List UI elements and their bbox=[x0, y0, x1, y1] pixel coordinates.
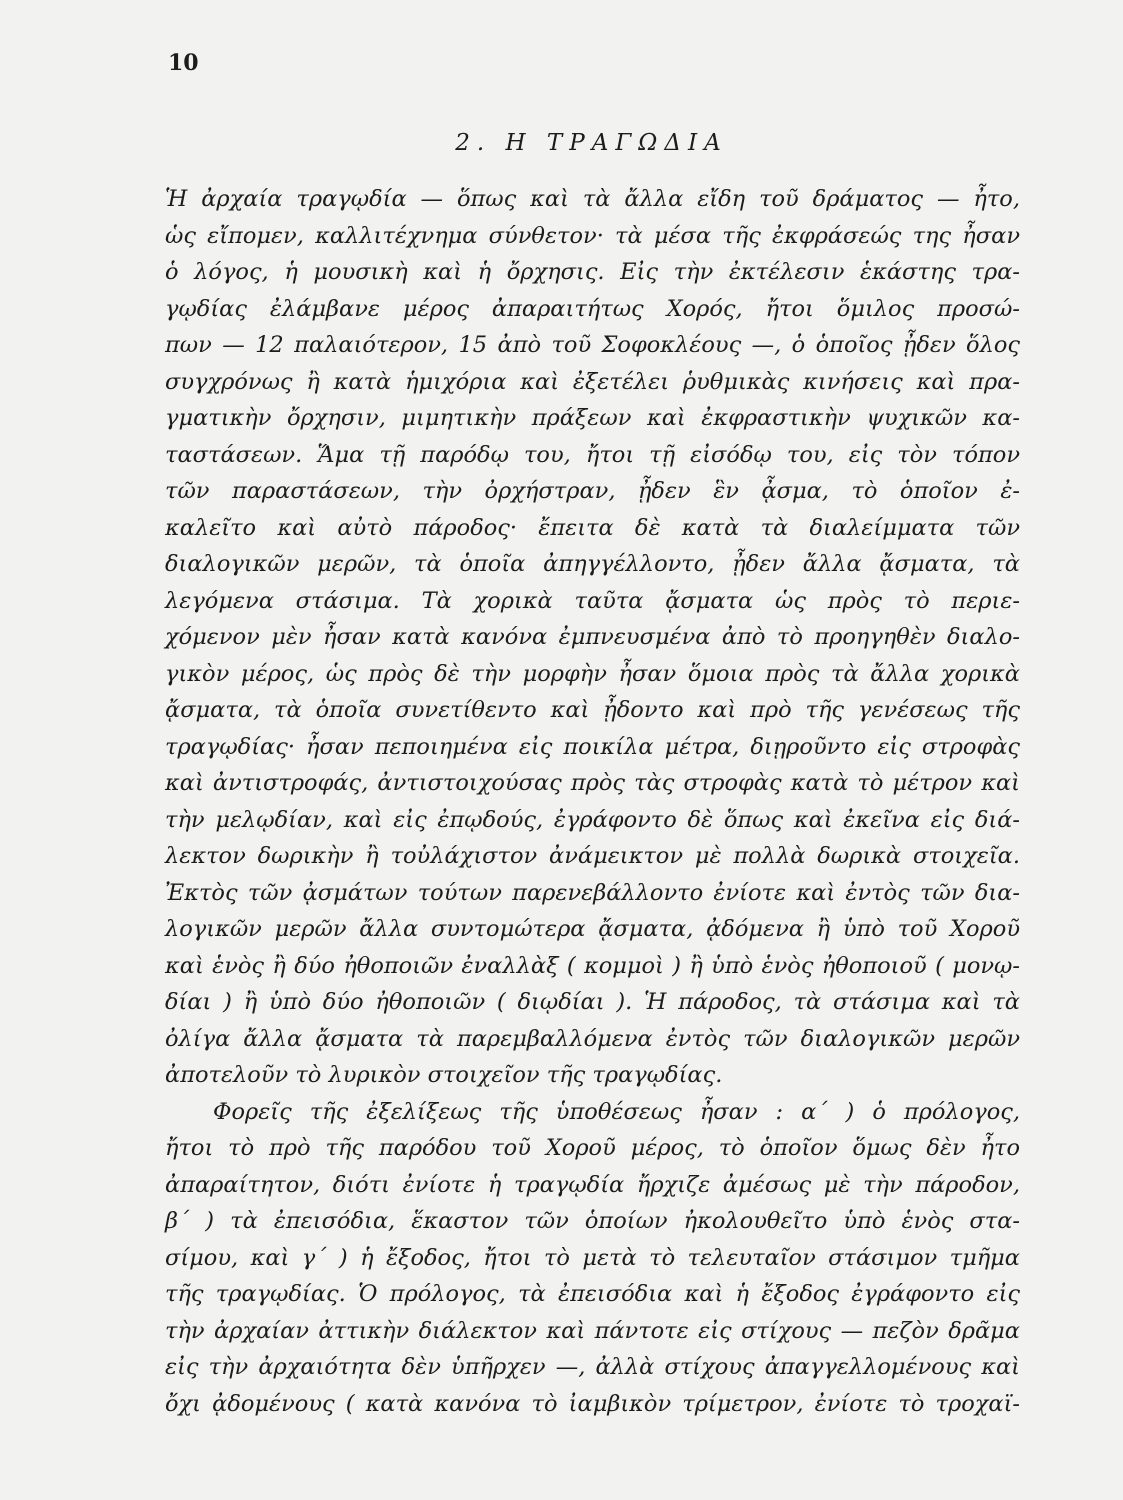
text-line: λεκτον δωρικὴν ἢ τοὐλάχιστον ἀνάμεικτον μὲ πολλὰ δωρικὰ στοιχεῖα. bbox=[165, 843, 1020, 869]
page-number: 10 bbox=[168, 50, 199, 76]
text-line: ὁ λόγος, ἡ μουσικὴ καὶ ἡ ὄρχησις. Εἰς τὴν ἐκτέλεσιν ἑκάστης τρα- bbox=[165, 259, 1020, 285]
text-line: ὀλίγα ἄλλα ᾄσματα τὰ παρεμβαλλόμενα ἐντὸς τῶν διαλογικῶν μερῶν bbox=[165, 1025, 1020, 1052]
text-line: τὴν μελῳδίαν, καὶ εἰς ἐπῳδούς, ἐγράφοντο δὲ ὅπως καὶ ἐκεῖνα εἰς διά- bbox=[165, 806, 1020, 833]
text-line: Ἡ ἀρχαία τραγῳδία — ὅπως καὶ τὰ ἄλλα εἴδη τοῦ δράματος — ἦτο, bbox=[165, 186, 1020, 212]
text-line: συγχρόνως ἢ κατὰ ἡμιχόρια καὶ ἐξετέλει ῥυθμικὰς κινήσεις καὶ πρα- bbox=[165, 368, 1020, 395]
text-line: τῆς τραγῳδίας. Ὁ πρόλογος, τὰ ἐπεισόδια καὶ ἡ ἔξοδος ἐγράφοντο εἰς bbox=[165, 1281, 1020, 1307]
text-line: β΄ ) τὰ ἐπεισόδια, ἕκαστον τῶν ὁποίων ἠκολουθεῖτο ὑπὸ ἑνὸς στα- bbox=[165, 1208, 1020, 1234]
text-line: διαλογικῶν μερῶν, τὰ ὁποῖα ἀπηγγέλλοντο, ᾖδεν ἄλλα ᾄσματα, τὰ bbox=[165, 551, 1020, 577]
text-line: γματικὴν ὄρχησιν, μιμητικὴν πράξεων καὶ ἐκφραστικὴν ψυχικῶν κα- bbox=[165, 405, 1020, 431]
text-line: σίμου, καὶ γ΄ ) ἡ ἔξοδος, ἤτοι τὸ μετὰ τὸ τελευταῖον στάσιμον τμῆμα bbox=[165, 1244, 1020, 1271]
text-line: εἰς τὴν ἀρχαιότητα δὲν ὑπῆρχεν —, ἀλλὰ στίχους ἀπαγγελλομένους καὶ bbox=[165, 1354, 1020, 1380]
text-line: ἀποτελοῦν τὸ λυρικὸν στοιχεῖον τῆς τραγῳδίας. bbox=[165, 1062, 723, 1088]
text-line: ταστάσεων. Ἅμα τῇ παρόδῳ του, ἤτοι τῇ εἰσόδῳ του, εἰς τὸν τόπον bbox=[165, 441, 1020, 468]
text-line: ᾄσματα, τὰ ὁποῖα συνετίθεντο καὶ ᾖδοντο καὶ πρὸ τῆς γενέσεως τῆς bbox=[165, 697, 1020, 723]
text-line: λογικῶν μερῶν ἄλλα συντομώτερα ᾄσματα, ᾀδόμενα ἢ ὑπὸ τοῦ Χοροῦ bbox=[165, 916, 1020, 942]
text-line: πων — 12 παλαιότερον, 15 ἀπὸ τοῦ Σοφοκλέους —, ὁ ὁποῖος ᾖδεν ὅλος bbox=[165, 332, 1020, 358]
text-line: γικὸν μέρος, ὡς πρὸς δὲ τὴν μορφὴν ἦσαν ὅμοια πρὸς τὰ ἄλλα χορικὰ bbox=[165, 660, 1020, 687]
text-line: τὴν ἀρχαίαν ἀττικὴν διάλεκτον καὶ πάντοτε εἰς στίχους — πεζὸν δρᾶμα bbox=[165, 1317, 1020, 1344]
chapter-title: 2. Η ΤΡΑΓΩΔΙΑ bbox=[455, 130, 728, 156]
text-line: λεγόμενα στάσιμα. Τὰ χορικὰ ταῦτα ᾄσματα ὡς πρὸς τὸ περιε- bbox=[165, 587, 1020, 614]
text-line: γῳδίας ἐλάμβανε μέρος ἀπαραιτήτως Χορός, ἤτοι ὅμιλος προσώ- bbox=[165, 295, 1020, 322]
text-line: χόμενον μὲν ἦσαν κατὰ κανόνα ἐμπνευσμένα ἀπὸ τὸ προηγηθὲν διαλο- bbox=[165, 624, 1020, 650]
text-line: Φορεῖς τῆς ἐξελίξεως τῆς ὑποθέσεως ἦσαν : α΄ ) ὁ πρόλογος, bbox=[213, 1098, 1020, 1125]
text-line: καλεῖτο καὶ αὐτὸ πάροδος· ἔπειτα δὲ κατὰ τὰ διαλείμματα τῶν bbox=[165, 514, 1020, 541]
text-line: ἀπαραίτητον, διότι ἐνίοτε ἡ τραγῳδία ἤρχιζε ἀμέσως μὲ τὴν πάροδον, bbox=[165, 1171, 1020, 1198]
text-line: δίαι ) ἢ ὑπὸ δύο ἠθοποιῶν ( διῳδίαι ). Ἡ πάροδος, τὰ στάσιμα καὶ τὰ bbox=[165, 989, 1020, 1015]
text-line: καὶ ἑνὸς ἢ δύο ἠθοποιῶν ἐναλλὰξ ( κομμοὶ ) ἢ ὑπὸ ἑνὸς ἠθοποιοῦ ( μονῳ- bbox=[165, 952, 1020, 979]
text-line: καὶ ἀντιστροφάς, ἀντιστοιχούσας πρὸς τὰς στροφὰς κατὰ τὸ μέτρον καὶ bbox=[165, 770, 1020, 796]
text-line: τῶν παραστάσεων, τὴν ὀρχήστραν, ᾖδεν ἓν ᾆσμα, τὸ ὁποῖον ἐ- bbox=[165, 478, 1020, 504]
text-line: ὄχι ᾀδομένους ( κατὰ κανόνα τὸ ἰαμβικὸν τρίμετρον, ἐνίοτε τὸ τροχαϊ- bbox=[165, 1390, 1020, 1417]
text-line: Ἐκτὸς τῶν ᾀσμάτων τούτων παρενεβάλλοντο ἐνίοτε καὶ ἐντὸς τῶν δια- bbox=[165, 879, 1020, 906]
text-line: τραγῳδίας· ἦσαν πεποιημένα εἰς ποικίλα μέτρα, διῃροῦντο εἰς στροφὰς bbox=[165, 733, 1020, 760]
text-line: ὡς εἴπομεν, καλλιτέχνημα σύνθετον· τὰ μέσα τῆς ἐκφράσεώς της ἦσαν bbox=[165, 222, 1020, 249]
text-line: ἤτοι τὸ πρὸ τῆς παρόδου τοῦ Χοροῦ μέρος, τὸ ὁποῖον ὅμως δὲν ἦτο bbox=[165, 1135, 1020, 1161]
body-text bbox=[165, 181, 1020, 1422]
